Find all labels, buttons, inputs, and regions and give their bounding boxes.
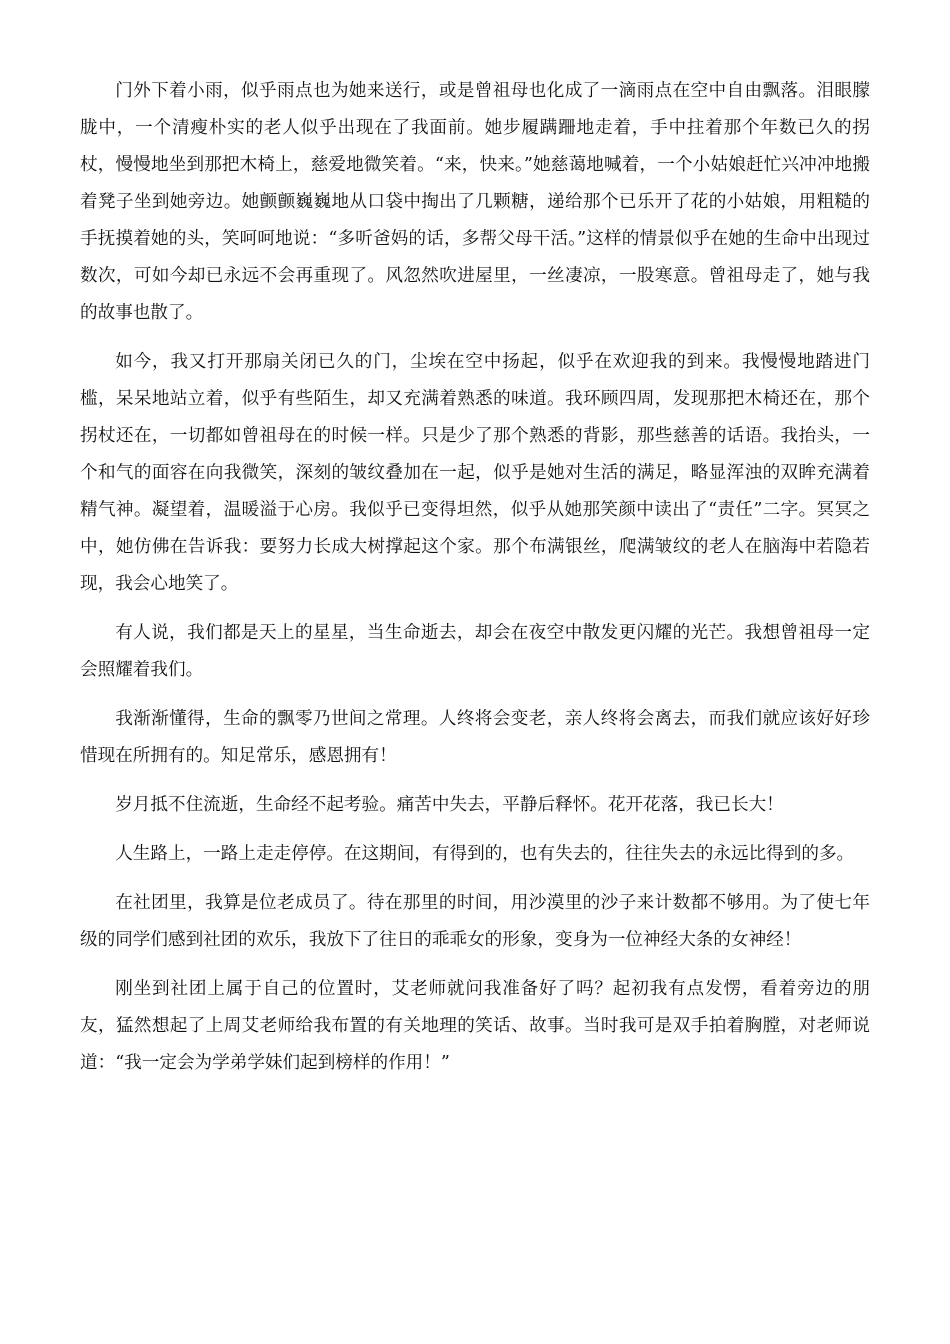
document-page [80,73,870,1094]
paragraph-7: 在社团里，我算是位老成员了。待在那里的时间，用沙漠里的沙子来计数都不够用。为了使七年级的同学们感到社团的欢乐，我放下了往日的乖乖女的形象，变身为一位神经大条的女神经！ [80,893,870,950]
paragraph-3: 有人说，我们都是天上的星星，当生命逝去，却会在夜空中散发更闪耀的光芒。我想曾祖母一定会照耀着我们。 [80,623,870,680]
paragraph-8: 刚坐到社团上属于自己的位置时，艾老师就问我准备好了吗？起初我有点发愣，看着旁边的朋友，猛然想起了上周艾老师给我布置的有关地理的笑话、故事。当时我可是双手拍着胸膛，对老师说道：“我一定会为学弟学妹们起到榜样的作用！” [80,979,870,1073]
paragraph-5: 岁月抵不住流逝，生命经不起考验。痛苦中失去，平静后释怀。花开花落，我已长大！ [115,795,784,815]
paragraph-6: 人生路上，一路上走走停停。在这期间，有得到的，也有失去的，往往失去的永远比得到的多。 [115,844,855,864]
paragraph-1: 门外下着小雨，似乎雨点也为她来送行，或是曾祖母也化成了一滴雨点在空中自由飘落。泪眼朦胧中，一个清瘦朴实的老人似乎出现在了我面前。她步履蹒跚地走着，手中拄着那个年数已久的拐杖，慢慢地坐到那把木椅上，慈爱地微笑着。“来，快来。”她慈蔼地喊着，一个小姑娘赶忙兴冲冲地搬着凳子坐到她旁边。她颤颤巍巍地从口袋中掏出了几颗糖，递给那个已乐开了花的小姑娘，用粗糙的手抚摸着她的头，笑呵呵地说：“多听爸妈的话，多帮父母干活。”这样的情景似乎在她的生命中出现过数次，可如今却已永远不会再重现了。风忽然吹进屋里，一丝凄凉，一股寒意。曾祖母走了，她与我的故事也散了。 [80,81,870,323]
paragraph-2: 如今，我又打开那扇关闭已久的门，尘埃在空中扬起，似乎在欢迎我的到来。我慢慢地踏进门槛，呆呆地站立着，似乎有些陌生，却又充满着熟悉的味道。我环顾四周，发现那把木椅还在，那个拐杖还在，一切都如曾祖母在的时候一样。只是少了那个熟悉的背影，那些慈善的话语。我抬头，一个和气的面容在向我微笑，深刻的皱纹叠加在一起，似乎是她对生活的满足，略显浑浊的双眸充满着精气神。凝望着，温暖溢于心房。我似乎已变得坦然，似乎从她那笑颜中读出了“责任”二字。冥冥之中，她仿佛在告诉我：要努力长成大树撑起这个家。那个布满银丝，爬满皱纹的老人在脑海中若隐若现，我会心地笑了。 [80,352,870,594]
paragraph-4: 我渐渐懂得，生命的飘零乃世间之常理。人终将会变老，亲人终将会离去，而我们就应该好好珍惜现在所拥有的。知足常乐，感恩拥有！ [80,709,870,766]
